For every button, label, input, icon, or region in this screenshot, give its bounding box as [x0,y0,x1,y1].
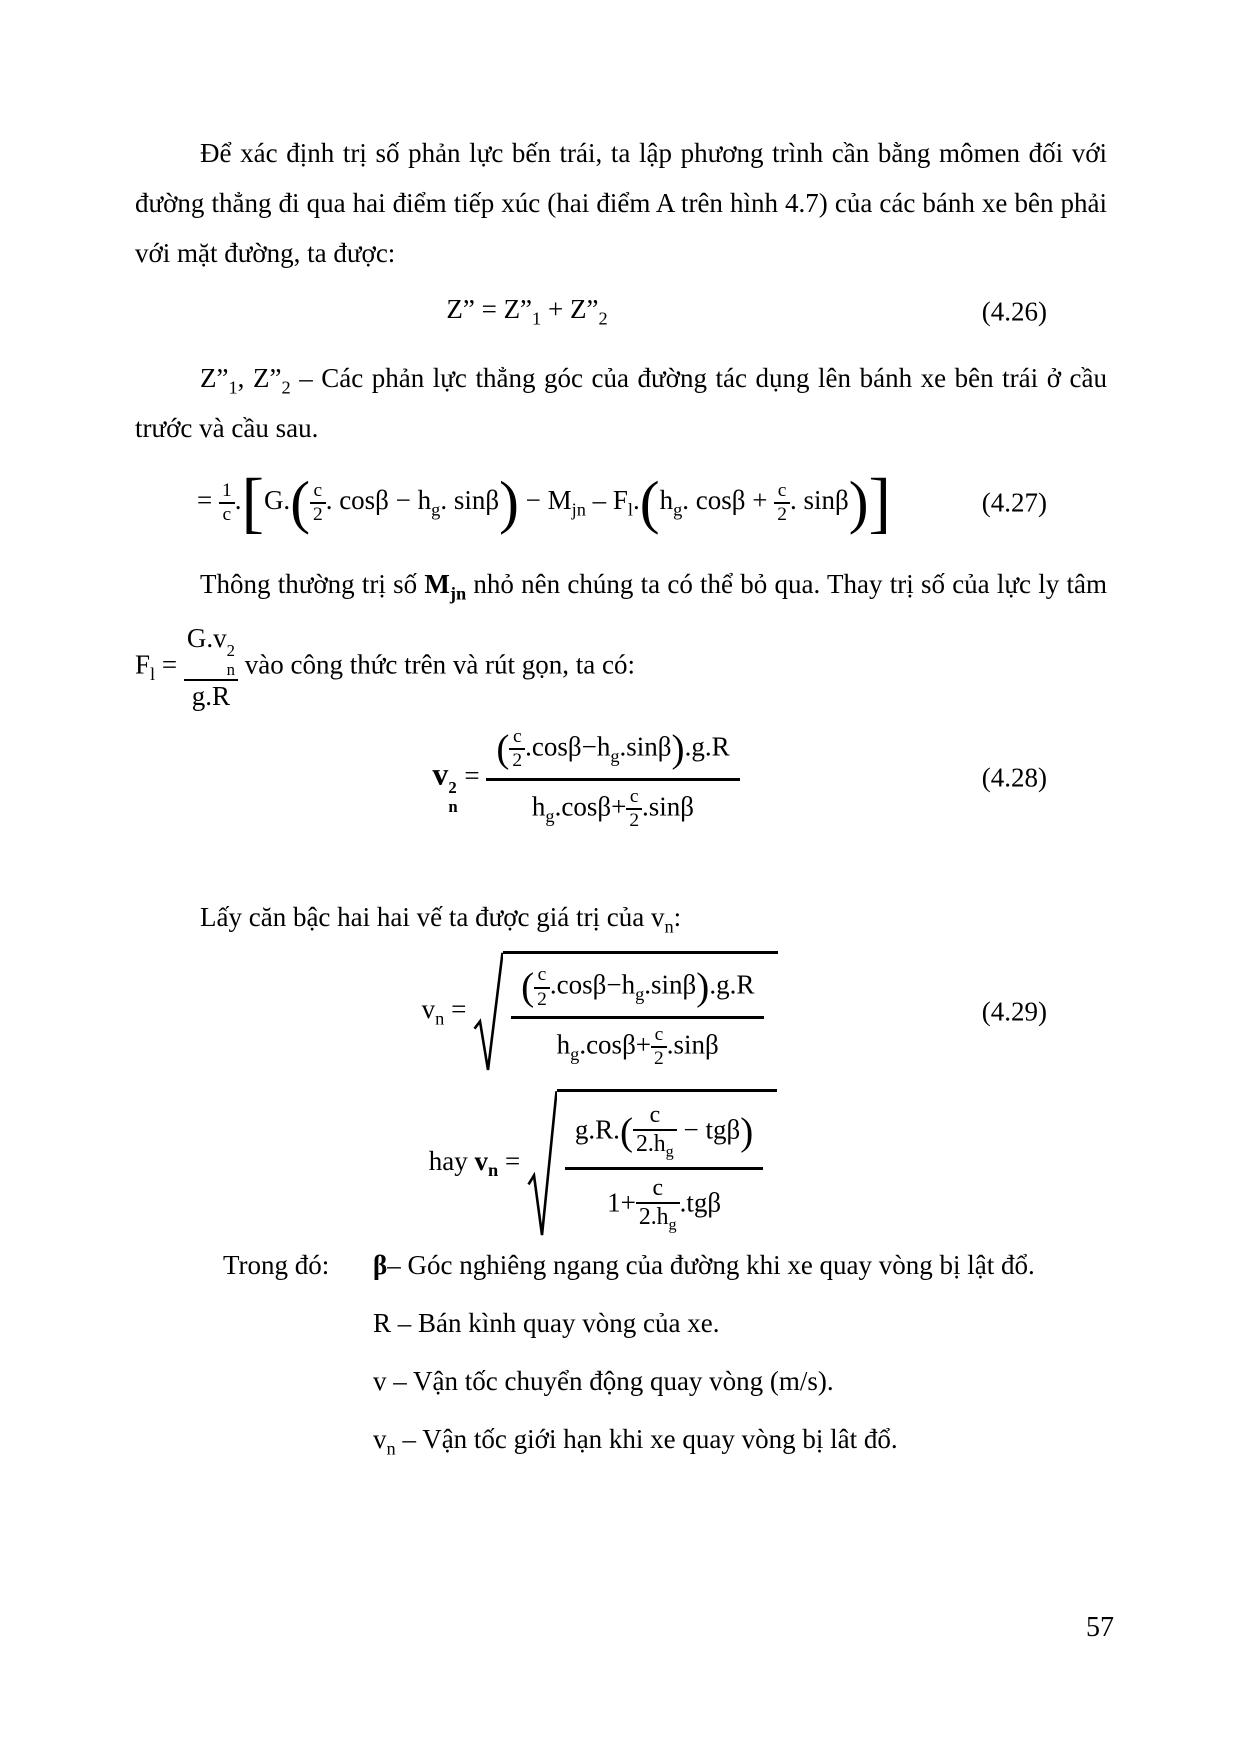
p3-sub-l: l [150,664,156,685]
equation-4-27-body [197,465,891,541]
main-fraction [511,962,764,1070]
equation-number-4-29: (4.29) [981,996,1047,1027]
p1-line3: với mặt đường, ta được: [135,238,396,268]
definition-item-beta [135,1236,1107,1294]
radical-sign [527,1089,557,1238]
frac-text: .cosβ−h [525,731,611,762]
eq427-text: . sinβ [440,485,500,516]
definition-item-R [135,1294,1107,1352]
paragraph-z-definitions [135,353,1107,453]
frac-den: 2 [512,750,523,772]
sup-2: 2 [448,778,457,798]
equation-4-29 [135,956,1107,1068]
frac-den: 2 [777,504,787,525]
frac-den [565,1170,763,1236]
frac-num: c [774,480,790,504]
page-number: 57 [1086,1612,1114,1643]
paragraph-intro [135,128,1107,278]
frac-text: h [531,791,546,822]
given-intro-label: Trong đó: [223,1250,330,1281]
p4-text: Lấy căn bậc hai hai vế ta được giá trị của v [200,902,665,933]
eq427-text: . cosβ + [682,485,775,516]
p2-line2: trước và cầu sau. [135,413,319,443]
fraction-c-over-2 [534,964,550,1011]
fraction-c-over-2 [774,480,790,527]
eq427-sub-g: g [673,499,683,520]
frac-text: 2.h [638,1204,669,1231]
definitions-list [135,1236,1107,1468]
definition-text: – Vận tốc chuyển động quay vòng (m/s). [386,1366,834,1397]
frac-den [486,781,739,833]
p4-line [135,892,1107,942]
eq428-equals: = [457,760,487,791]
eq426-sub-2: 2 [598,308,608,329]
sub-g: g [570,1044,580,1065]
p3-M: M [424,569,450,599]
fraction-1-over-c [219,480,235,527]
frac-text: .sinβ [644,969,697,1000]
frac-text: 2.h [635,1130,666,1157]
eq426-text: Z” = Z” [446,294,533,325]
frac-den: g.R [191,681,231,712]
sub-g: g [668,1217,677,1235]
radical-sign [473,951,503,1072]
eq427-dot: . [234,485,242,516]
definition-item-v [135,1352,1107,1410]
equation-4-26 [135,286,1107,338]
sub-n: n [386,1438,396,1459]
p2-text: – Các phản lực thẳng góc của đường tác dụng lên bánh xe bên trái ở cầu [290,363,1107,393]
equation-number-4-27: (4.27) [981,487,1047,518]
frac-text: .sinβ [619,731,672,762]
definition-text: – Góc nghiêng ngang của đường khi xe quay vòng bị lật đổ. [387,1250,1035,1281]
p3-text: Thông thường trị số [200,569,425,599]
eq426-text: + Z” [541,294,599,325]
hay-v: v [474,1145,488,1176]
equation-hay-vn [135,1090,1107,1236]
p3-line2-formula [135,609,1107,722]
sub-n: n [448,796,458,816]
main-fraction [486,724,739,832]
square-root [527,1089,777,1238]
left-paren: ( [496,727,510,771]
eq427-text: – F [585,485,628,516]
sup-2: 2 [226,641,235,661]
right-bracket: ] [868,465,891,541]
p3-sub-jn: jn [449,583,467,604]
frac-text: .tgβ [679,1187,722,1218]
left-paren: ( [639,469,660,536]
sub-g: g [545,805,555,826]
p3-F: F [135,649,151,680]
frac-num: c [509,726,525,750]
p2-text: Z” [200,363,229,393]
square-root [473,951,778,1072]
fraction-c-over-2hg [633,1102,677,1163]
eq427-sub-jn: jn [571,499,586,520]
right-paren: ) [740,1110,754,1154]
definition-text: – Bán kình quay vòng của xe. [391,1308,720,1339]
frac-num: c [310,480,326,504]
equation-4-29-body [422,951,779,1072]
eq428-v: v [432,756,449,792]
frac-num: c [633,1102,677,1131]
frac-num [486,724,739,781]
eq427-sub-l: l [627,499,634,520]
fraction-Gv2n-over-gR [184,623,238,712]
frac-text: 1+ [607,1187,636,1218]
eq429-v: v [421,994,436,1025]
frac-num [184,623,238,681]
fraction-c-over-2 [509,726,525,773]
frac-num: c [626,786,642,810]
p2-sub-1: 1 [228,377,238,398]
frac-text: .g.R [709,969,755,1000]
hay-text: hay [428,1145,475,1176]
frac-den [633,1131,677,1162]
definition-item-vn [135,1410,1107,1468]
frac-num [511,962,764,1019]
frac-num: c [636,1175,680,1204]
equation-number-4-26: (4.26) [981,296,1047,327]
main-fraction [565,1100,763,1236]
eq427-G: G. [263,485,291,516]
symbol-v: v [373,1366,387,1397]
equation-4-28-body [432,724,739,832]
sub-n: n [226,659,235,679]
frac-den [636,1204,680,1235]
frac-den: 2 [654,1048,664,1070]
equation-4-28 [135,725,1107,831]
symbol-beta: β [373,1250,388,1281]
frac-num: c [651,1024,667,1048]
p3-line1 [135,559,1107,609]
sub-n: n [435,1008,445,1029]
frac-text: h [556,1029,571,1060]
frac-text: .cosβ+ [579,1029,652,1060]
eq427-text: − M [518,485,572,516]
symbol-v: v [373,1424,387,1455]
equation-hay-vn-body [429,1089,778,1238]
frac-num: 1 [219,480,235,504]
right-paren: ) [671,727,685,771]
sub-g: g [610,745,620,766]
frac-text: .g.R [684,731,730,762]
eq427-sub-g: g [431,499,441,520]
right-paren: ) [499,469,519,536]
sub-n: n [487,1159,499,1180]
frac-den [511,1019,764,1071]
v-squared-n-script [227,642,235,679]
p2-line1 [135,353,1107,403]
p3-frac-num-text: G.v [186,623,227,653]
eq427-equals: = [197,485,219,516]
paragraph-mjn [135,559,1107,722]
sub-g: g [665,1143,674,1161]
frac-text: .cosβ−h [549,969,636,1000]
fraction-c-over-2 [626,786,642,833]
frac-text: − tgβ [676,1114,741,1144]
right-paren: ) [848,469,869,536]
frac-den: c [222,504,232,525]
radicand [503,951,778,1072]
p1-line1: Để xác định trị số phản lực bến trái, ta lập phương trình cần bằng mômen đối với [200,138,1107,168]
p2-text: , Z” [237,363,282,393]
left-paren: ( [521,966,535,1010]
p2-sub-2: 2 [281,377,291,398]
frac-den: 2 [537,988,547,1010]
eq427-text: . sinβ [789,485,849,516]
eq426-sub-1: 1 [532,308,542,329]
p4-colon: : [673,902,682,933]
frac-den: 2 [312,504,323,525]
radicand [557,1089,777,1238]
frac-text: g.R. [574,1114,620,1144]
symbol-R: R [373,1308,392,1339]
frac-text: .sinβ [642,791,695,822]
left-paren: ( [619,1110,633,1154]
right-paren: ) [696,966,710,1010]
frac-num [565,1100,763,1171]
frac-den: 2 [629,809,640,831]
equation-4-26-body [446,294,607,329]
equation-number-4-28: (4.28) [981,762,1047,793]
frac-num: c [534,964,550,988]
fraction-c-over-2 [651,1024,667,1071]
fraction-c-over-2 [310,480,326,527]
p4-sub-n: n [664,916,674,937]
v-squared-n-script [448,779,457,816]
left-bracket: [ [241,465,264,541]
p3-text: vào công thức trên và rút gọn, ta có: [238,649,636,680]
eq429-equals: = [444,994,474,1025]
eq427-dot: . [633,485,640,516]
page-content [135,128,1107,1468]
equation-4-27 [135,455,1107,551]
eq427-text: . cosβ − h [325,485,432,516]
hay-equals: = [498,1145,527,1176]
frac-text: .cosβ+ [554,791,627,822]
p3-equals: = [155,649,184,680]
sub-g: g [635,984,645,1005]
left-paren: ( [290,469,310,536]
fraction-c-over-2hg [636,1175,680,1236]
p3-text: nhỏ nên chúng ta có thể bỏ qua. Thay trị số của lực ly tâm [466,569,1107,599]
p1-line2: đường thẳng đi qua hai điểm tiếp xúc (hai điểm A trên hình 4.7) của các bánh xe bên phải [135,188,1107,218]
frac-text: .sinβ [666,1029,719,1060]
definition-text: – Vận tốc giới hạn khi xe quay vòng bị lât đổ. [395,1424,898,1455]
eq427-text: h [659,485,674,516]
